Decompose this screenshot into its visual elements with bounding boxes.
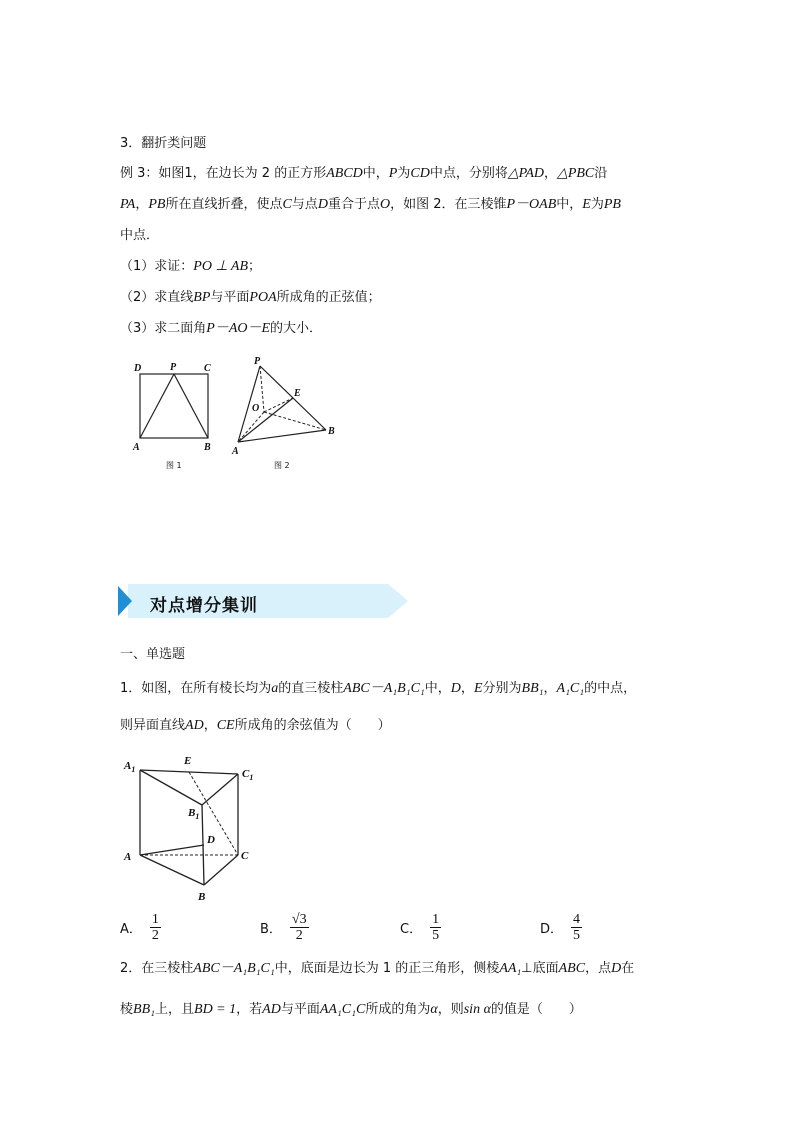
text: 中， bbox=[424, 681, 451, 696]
text: 为 bbox=[590, 197, 604, 212]
text: 的直三棱柱 bbox=[278, 681, 344, 696]
math: CE bbox=[216, 718, 235, 733]
denominator: 5 bbox=[573, 928, 581, 943]
text: ， bbox=[135, 197, 149, 212]
prism-figure bbox=[118, 752, 278, 904]
text: ； bbox=[248, 259, 262, 274]
math: PA bbox=[120, 197, 136, 212]
label-D: D bbox=[207, 834, 215, 846]
text: 所在直线折叠，使点 bbox=[165, 197, 283, 212]
text: ， bbox=[203, 718, 217, 733]
math: A₁C₁ bbox=[556, 681, 585, 696]
math: P－AO－E bbox=[206, 321, 271, 336]
text: ，则 bbox=[437, 1002, 464, 1017]
text: 上，且 bbox=[155, 1002, 195, 1017]
text: 棱 bbox=[120, 1002, 134, 1017]
text: 的大小． bbox=[270, 321, 323, 336]
math: O bbox=[379, 197, 391, 212]
label-E: E bbox=[294, 388, 301, 399]
edge-BC bbox=[204, 855, 238, 885]
label-C: C bbox=[241, 850, 249, 862]
option-a[interactable] bbox=[120, 912, 161, 943]
text: 沿 bbox=[594, 166, 608, 181]
label-O: O bbox=[252, 403, 260, 414]
text: ， bbox=[460, 681, 474, 696]
label-C: C bbox=[204, 363, 211, 374]
text: 分别为 bbox=[482, 681, 522, 696]
text: （3）求二面角 bbox=[120, 321, 207, 336]
math: AD bbox=[262, 1002, 281, 1017]
text: 一、单选题 bbox=[120, 647, 186, 662]
denominator: 5 bbox=[432, 928, 440, 943]
math: BD = 1 bbox=[194, 1002, 237, 1017]
math: PB bbox=[603, 197, 621, 212]
text: 的值是（ ） bbox=[490, 1002, 582, 1017]
segment-PB bbox=[174, 374, 208, 438]
text: ，点 bbox=[585, 961, 612, 976]
math: ABCD bbox=[326, 166, 363, 181]
option-fraction bbox=[571, 912, 582, 943]
figure-2-pyramid bbox=[228, 354, 340, 476]
math: △PAD bbox=[507, 166, 545, 181]
sc-question-2-line-2 bbox=[120, 1000, 582, 1020]
section-heading bbox=[120, 134, 206, 154]
label-A: A bbox=[124, 851, 132, 863]
example-line-2 bbox=[120, 195, 621, 215]
option-fraction bbox=[290, 912, 309, 943]
math: sin α bbox=[463, 1002, 491, 1017]
math: E bbox=[582, 197, 591, 212]
math: BB₁ bbox=[521, 681, 544, 696]
text: ， bbox=[544, 166, 558, 181]
caption-fig1: 图 1 bbox=[166, 461, 182, 470]
math: AA₁ bbox=[499, 961, 522, 976]
question-3 bbox=[120, 319, 322, 339]
text: 的中点， bbox=[584, 681, 637, 696]
math: ABC－A₁B₁C₁ bbox=[343, 681, 425, 696]
text: 所成角的正弦值； bbox=[276, 290, 381, 305]
label-A: A bbox=[232, 446, 239, 457]
option-d[interactable] bbox=[540, 912, 582, 943]
option-fraction bbox=[150, 912, 161, 943]
math: D bbox=[611, 961, 622, 976]
edge-AB bbox=[140, 855, 204, 885]
option-label: D． bbox=[540, 922, 564, 937]
denominator: 2 bbox=[295, 928, 303, 943]
text: 与平面 bbox=[280, 1002, 320, 1017]
text: ，若 bbox=[236, 1002, 263, 1017]
label-B: B bbox=[204, 442, 211, 453]
option-label: A． bbox=[120, 922, 142, 937]
text: ，如图 2．在三棱锥 bbox=[390, 197, 507, 212]
question-2 bbox=[120, 288, 381, 308]
numerator: 4 bbox=[573, 912, 581, 927]
text: 2．在三棱柱 bbox=[120, 961, 194, 976]
math: △PBC bbox=[557, 166, 595, 181]
math: PB bbox=[148, 197, 166, 212]
text: 1．如图，在所有棱长均为 bbox=[120, 681, 272, 696]
label-A1: $A_1$ bbox=[124, 760, 136, 774]
math: P bbox=[388, 166, 398, 181]
square-outline bbox=[140, 374, 208, 438]
option-label: C． bbox=[400, 922, 423, 937]
sc-question-1-line-2 bbox=[120, 716, 391, 736]
label-B1: $B_1$ bbox=[188, 807, 200, 821]
numerator: 1 bbox=[432, 912, 440, 927]
text: 中点． bbox=[120, 228, 160, 243]
math: D bbox=[450, 681, 461, 696]
option-b[interactable] bbox=[260, 912, 309, 943]
edge-B1C1 bbox=[202, 774, 238, 805]
math: BP bbox=[193, 290, 211, 305]
option-fraction bbox=[430, 912, 441, 943]
math: POA bbox=[249, 290, 277, 305]
label-A: A bbox=[133, 442, 140, 453]
text: 重合于点 bbox=[327, 197, 380, 212]
label-P: P bbox=[170, 362, 177, 373]
numerator: √3 bbox=[291, 912, 307, 927]
denominator: 2 bbox=[151, 928, 159, 943]
segment-AD bbox=[140, 845, 204, 855]
math: AD bbox=[185, 718, 204, 733]
text: 所成角的余弦值为（ ） bbox=[234, 718, 391, 733]
heading-text: 3．翻折类问题 bbox=[120, 136, 207, 151]
math: P－OAB bbox=[506, 197, 557, 212]
text: （2）求直线 bbox=[120, 290, 194, 305]
math: BB₁ bbox=[133, 1002, 155, 1017]
question-1 bbox=[120, 257, 261, 277]
math: D bbox=[317, 197, 328, 212]
text: 中， bbox=[362, 166, 389, 181]
text: 与平面 bbox=[210, 290, 250, 305]
math: a bbox=[271, 681, 279, 696]
math: ABC－A₁B₁C₁ bbox=[193, 961, 275, 976]
label-B: B bbox=[198, 891, 206, 903]
option-label: B． bbox=[260, 922, 282, 937]
text: 在 bbox=[621, 961, 635, 976]
label-P: P bbox=[254, 356, 261, 367]
math: AA₁C₁C bbox=[319, 1002, 366, 1017]
label-C1: $C_1$ bbox=[242, 768, 254, 782]
math: C bbox=[282, 197, 292, 212]
label-D: D bbox=[134, 363, 142, 374]
sc-question-1-line-1 bbox=[120, 679, 636, 699]
text: 中， bbox=[556, 197, 583, 212]
text: ⊥底面 bbox=[521, 961, 559, 976]
figure-1-square bbox=[128, 356, 228, 476]
text: 则异面直线 bbox=[120, 718, 186, 733]
text: 中点，分别将 bbox=[429, 166, 508, 181]
edge-PO bbox=[260, 366, 264, 412]
text: 例 3：如图1，在边长为 2 的正方形 bbox=[120, 166, 327, 181]
text: 为 bbox=[397, 166, 411, 181]
single-choice-heading bbox=[120, 645, 185, 665]
example-line-1 bbox=[120, 164, 607, 184]
text: （1）求证： bbox=[120, 259, 194, 274]
edge-A1B1 bbox=[140, 770, 202, 805]
sc-question-2-line-1 bbox=[120, 959, 634, 979]
label-B: B bbox=[328, 426, 335, 437]
math: ABC bbox=[558, 961, 586, 976]
math: CD bbox=[410, 166, 430, 181]
text: 所成的角为 bbox=[365, 1002, 431, 1017]
numerator: 1 bbox=[151, 912, 159, 927]
segment-PA bbox=[140, 374, 174, 438]
math: E bbox=[473, 681, 483, 696]
text: 中，底面是边长为 1 的正三角形，侧棱 bbox=[274, 961, 500, 976]
label-E: E bbox=[184, 755, 192, 767]
text: ， bbox=[543, 681, 557, 696]
example-line-3 bbox=[120, 226, 159, 246]
banner-title: 对点增分集训 bbox=[150, 596, 258, 616]
math: α bbox=[430, 1002, 438, 1017]
caption-fig2: 图 2 bbox=[274, 461, 290, 470]
math: PO ⊥ AB bbox=[193, 259, 248, 274]
text: 与点 bbox=[291, 197, 318, 212]
option-c[interactable] bbox=[400, 912, 441, 943]
